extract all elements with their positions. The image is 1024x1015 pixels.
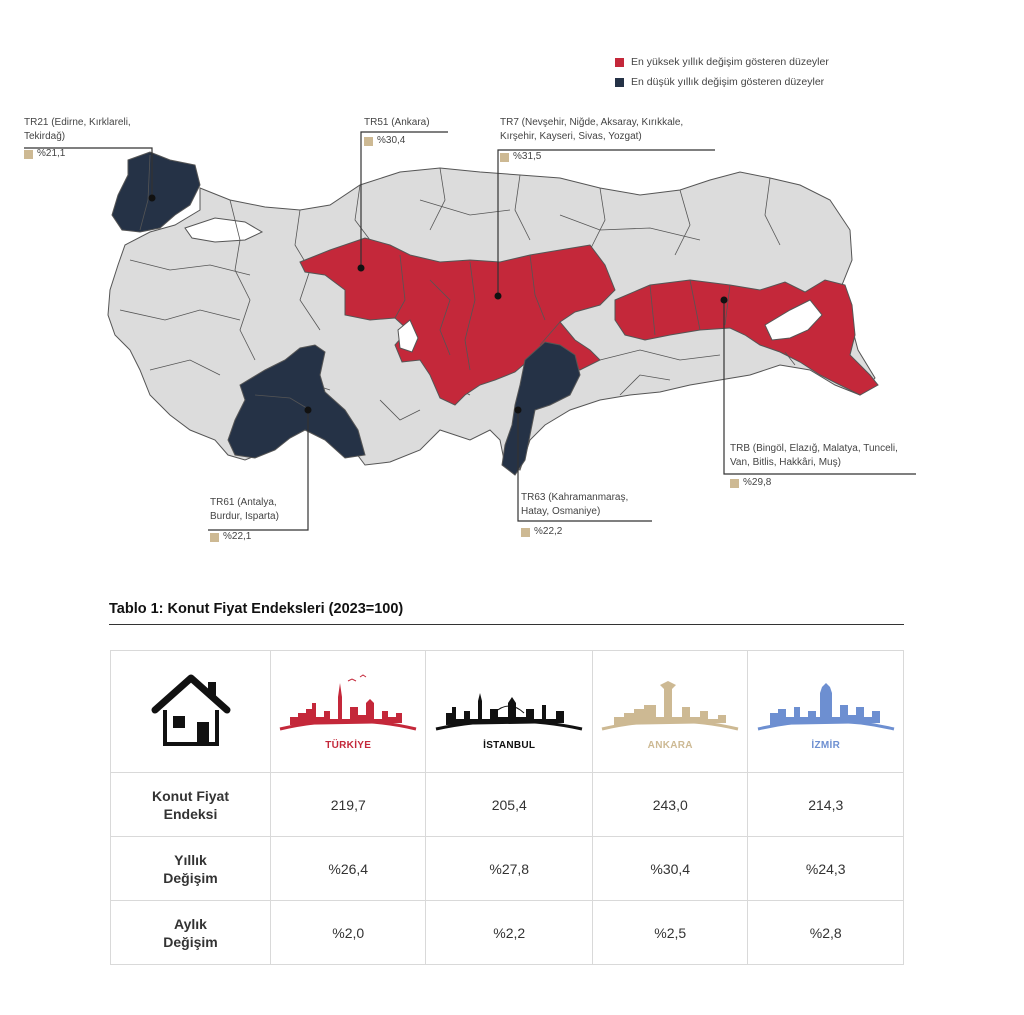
turkiye-skyline-icon	[278, 673, 418, 733]
value-swatch	[210, 533, 219, 542]
callout-tr61-name: TR61 (Antalya, Burdur, Isparta)	[210, 497, 279, 522]
table-row-monthly	[111, 901, 904, 965]
callout-trb	[730, 442, 916, 490]
value-swatch	[24, 150, 33, 159]
city-name-izmir: İZMİR	[811, 739, 841, 751]
callout-tr7-value-row	[500, 150, 710, 164]
tr51-dot	[358, 265, 365, 272]
title-rule	[109, 624, 904, 625]
callout-tr21	[24, 116, 156, 161]
cell-value: 219,7	[271, 773, 426, 837]
cell-value: 243,0	[593, 773, 748, 837]
table-row-annual	[111, 837, 904, 901]
cell-value: %2,2	[426, 901, 593, 965]
cell-value: %2,0	[271, 901, 426, 965]
city-cell-ankara	[593, 651, 748, 773]
callout-tr7-name: TR7 (Nevşehir, Niğde, Aksaray, Kırıkkale, Kırşehir, Kayseri, Sivas, Yozgat)	[500, 117, 684, 142]
cell-value: %27,8	[426, 837, 593, 901]
callout-tr63	[521, 491, 651, 539]
legend-swatch-low	[615, 78, 624, 87]
legend-label-high: En yüksek yıllık değişim gösteren düzeyler	[631, 56, 829, 68]
callout-tr51-value: %30,4	[377, 135, 406, 146]
cell-value: %26,4	[271, 837, 426, 901]
tr63-dot	[515, 407, 522, 414]
trb-dot	[721, 297, 728, 304]
city-name-istanbul: İSTANBUL	[483, 739, 536, 751]
value-swatch	[500, 153, 509, 162]
row-label-annual: Yıllık Değişim	[111, 837, 271, 901]
callout-tr51	[364, 116, 464, 148]
value-swatch	[521, 528, 530, 537]
cell-value: %2,8	[748, 901, 904, 965]
legend-swatch-high	[615, 58, 624, 67]
city-name-turkiye: TÜRKİYE	[325, 739, 372, 751]
istanbul-skyline-icon	[434, 673, 584, 733]
legend-label-low: En düşük yıllık değişim gösteren düzeyler	[631, 76, 825, 88]
city-cell-izmir	[748, 651, 904, 773]
house-icon	[151, 672, 231, 748]
izmir-skyline-icon	[756, 673, 896, 733]
price-index-table	[110, 650, 904, 965]
callout-tr21-value: %21,1	[37, 148, 66, 159]
tr61-dot	[305, 407, 312, 414]
value-swatch	[730, 479, 739, 488]
legend-item-high	[615, 52, 829, 72]
callout-tr63-name: TR63 (Kahramanmaraş, Hatay, Osmaniye)	[521, 492, 629, 517]
city-cell-istanbul	[426, 651, 593, 773]
callout-tr21-value-row	[24, 147, 156, 161]
cell-value: %30,4	[593, 837, 748, 901]
cell-value: 205,4	[426, 773, 593, 837]
callout-tr63-value: %22,2	[534, 526, 563, 537]
city-name-ankara: ANKARA	[647, 739, 693, 751]
callout-tr61-value-row	[210, 530, 306, 544]
legend-item-low	[615, 72, 829, 92]
callout-tr61	[210, 496, 306, 544]
ankara-skyline-icon	[600, 673, 740, 733]
value-swatch	[364, 137, 373, 146]
callout-tr51-value-row	[364, 134, 464, 148]
callout-tr7	[500, 116, 710, 164]
callout-tr51-name: TR51 (Ankara)	[364, 117, 430, 128]
callout-trb-value: %29,8	[743, 477, 772, 488]
table-header-row	[111, 651, 904, 773]
map-legend	[615, 52, 829, 92]
cell-value: 214,3	[748, 773, 904, 837]
house-icon-cell	[111, 651, 271, 773]
callout-tr63-value-row	[521, 525, 651, 539]
callout-tr21-name: TR21 (Edirne, Kırklareli, Tekirdağ)	[24, 117, 131, 142]
city-cell-turkiye	[271, 651, 426, 773]
table-title: Tablo 1: Konut Fiyat Endeksleri (2023=100)	[109, 601, 404, 617]
tr21-dot	[149, 195, 156, 202]
table-row-index	[111, 773, 904, 837]
callout-tr7-value: %31,5	[513, 151, 542, 162]
tr7-dot	[495, 293, 502, 300]
cell-value: %24,3	[748, 837, 904, 901]
row-label-index: Konut Fiyat Endeksi	[111, 773, 271, 837]
cell-value: %2,5	[593, 901, 748, 965]
row-label-monthly: Aylık Değişim	[111, 901, 271, 965]
callout-trb-value-row	[730, 476, 916, 490]
callout-trb-name: TRB (Bingöl, Elazığ, Malatya, Tunceli, Van, Bitlis, Hakkâri, Muş)	[730, 443, 898, 468]
callout-tr61-value: %22,1	[223, 531, 252, 542]
